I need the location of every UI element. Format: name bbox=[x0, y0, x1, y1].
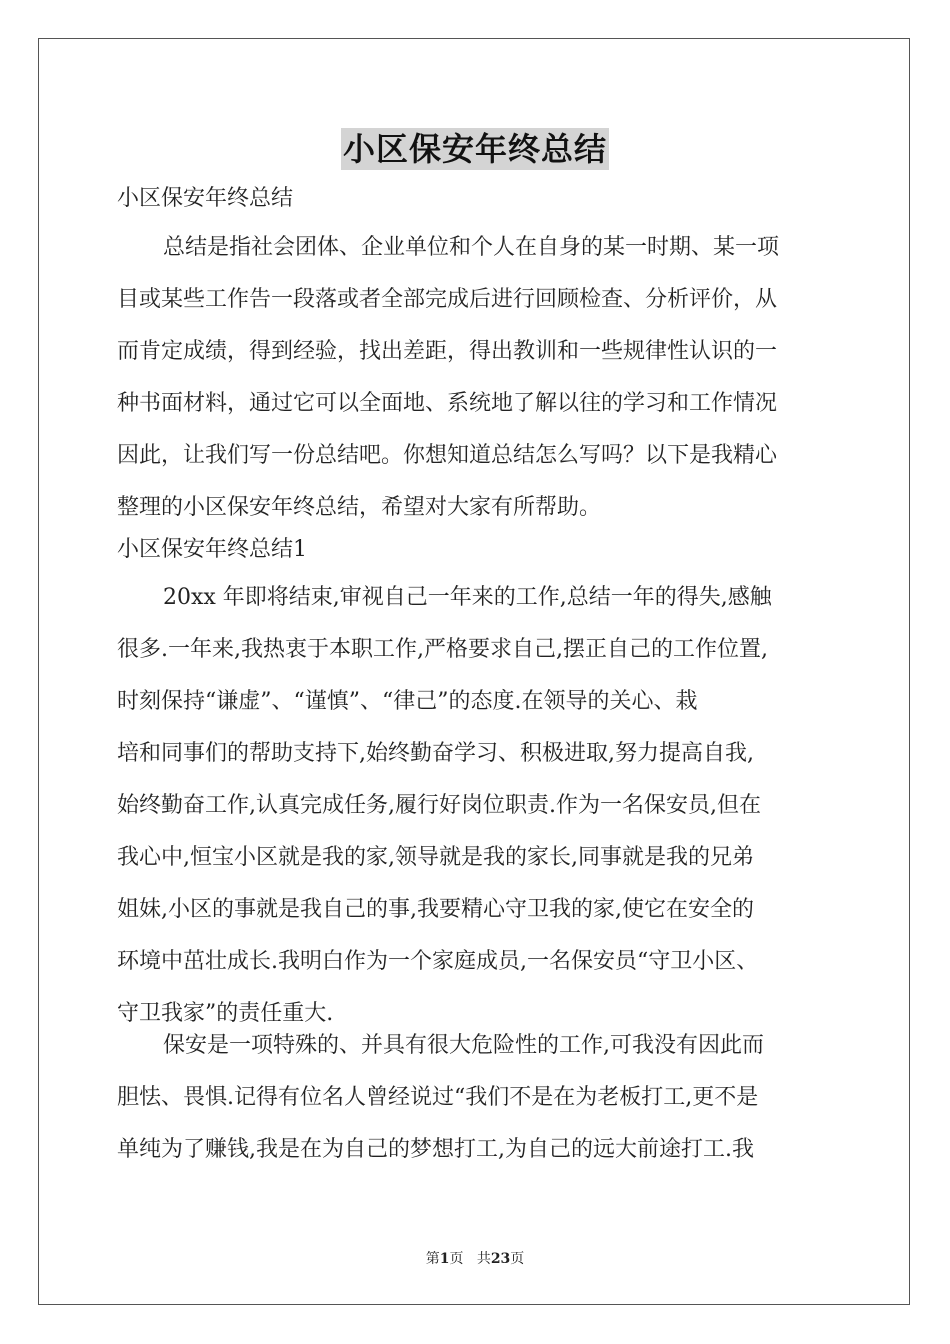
paragraph-line: 时刻保持“谦虚”、“谨慎”、“律己”的态度.在领导的关心、栽 bbox=[117, 689, 698, 714]
paragraph-line: 20xx 年即将结束,审视自己一年来的工作,总结一年的得失,感触 bbox=[163, 585, 772, 610]
paragraph-line: 保安是一项特殊的、并具有很大危险性的工作,可我没有因此而 bbox=[163, 1033, 764, 1058]
paragraph-line: 环境中茁壮成长.我明白作为一个家庭成员,一名保安员“守卫小区、 bbox=[117, 949, 759, 974]
intro-paragraph bbox=[117, 222, 833, 534]
footer-page-number: 1 bbox=[439, 1251, 450, 1267]
footer-page-prefix: 第 bbox=[425, 1251, 440, 1267]
paragraph-line: 很多.一年来,我热衷于本职工作,严格要求自己,摆正自己的工作位置, bbox=[117, 637, 768, 662]
paragraph-line: 单纯为了赚钱,我是在为自己的梦想打工,为自己的远大前途打工.我 bbox=[117, 1137, 754, 1162]
paragraph-line: 我心中,恒宝小区就是我的家,领导就是我的家长,同事就是我的兄弟 bbox=[117, 845, 754, 870]
paragraph-line: 始终勤奋工作,认真完成任务,履行好岗位职责.作为一名保安员,但在 bbox=[117, 793, 761, 818]
title-container bbox=[0, 128, 950, 170]
paragraph-line: 胆怯、畏惧.记得有位名人曾经说过“我们不是在为老板打工,更不是 bbox=[117, 1085, 759, 1110]
paragraph-line: 守卫我家”的责任重大. bbox=[117, 1001, 334, 1026]
page-footer bbox=[0, 1248, 950, 1268]
paragraph-line: 整理的小区保安年终总结，希望对大家有所帮助。 bbox=[117, 495, 602, 520]
document-title: 小区保安年终总结 bbox=[342, 130, 607, 168]
paragraph-line: 因此，让我们写一份总结吧。你想知道总结怎么写吗？以下是我精心 bbox=[117, 443, 778, 468]
footer-total-pages: 23 bbox=[490, 1251, 511, 1267]
paragraph-line: 而肯定成绩，得到经验，找出差距，得出教训和一些规律性认识的一 bbox=[117, 339, 778, 364]
footer-page-suffix: 页 bbox=[449, 1251, 464, 1267]
paragraph-line: 总结是指社会团体、企业单位和个人在自身的某一时期、某一项 bbox=[163, 235, 780, 260]
footer-total-prefix: 共 bbox=[476, 1251, 491, 1267]
paragraph-line: 种书面材料，通过它可以全面地、系统地了解以往的学习和工作情况 bbox=[117, 391, 778, 416]
document-subtitle: 小区保安年终总结 bbox=[117, 186, 294, 211]
footer-total-suffix: 页 bbox=[510, 1251, 525, 1267]
paragraph-line: 目或某些工作告一段落或者全部完成后进行回顾检查、分析评价，从 bbox=[117, 287, 778, 312]
section1-paragraph-1 bbox=[117, 572, 833, 1040]
paragraph-line: 姐妹,小区的事就是我自己的事,我要精心守卫我的家,使它在安全的 bbox=[117, 897, 754, 922]
paragraph-line: 培和同事们的帮助支持下,始终勤奋学习、积极进取,努力提高自我, bbox=[117, 741, 754, 766]
section-heading: 小区保安年终总结1 bbox=[117, 537, 307, 562]
section1-paragraph-2 bbox=[117, 1020, 833, 1176]
